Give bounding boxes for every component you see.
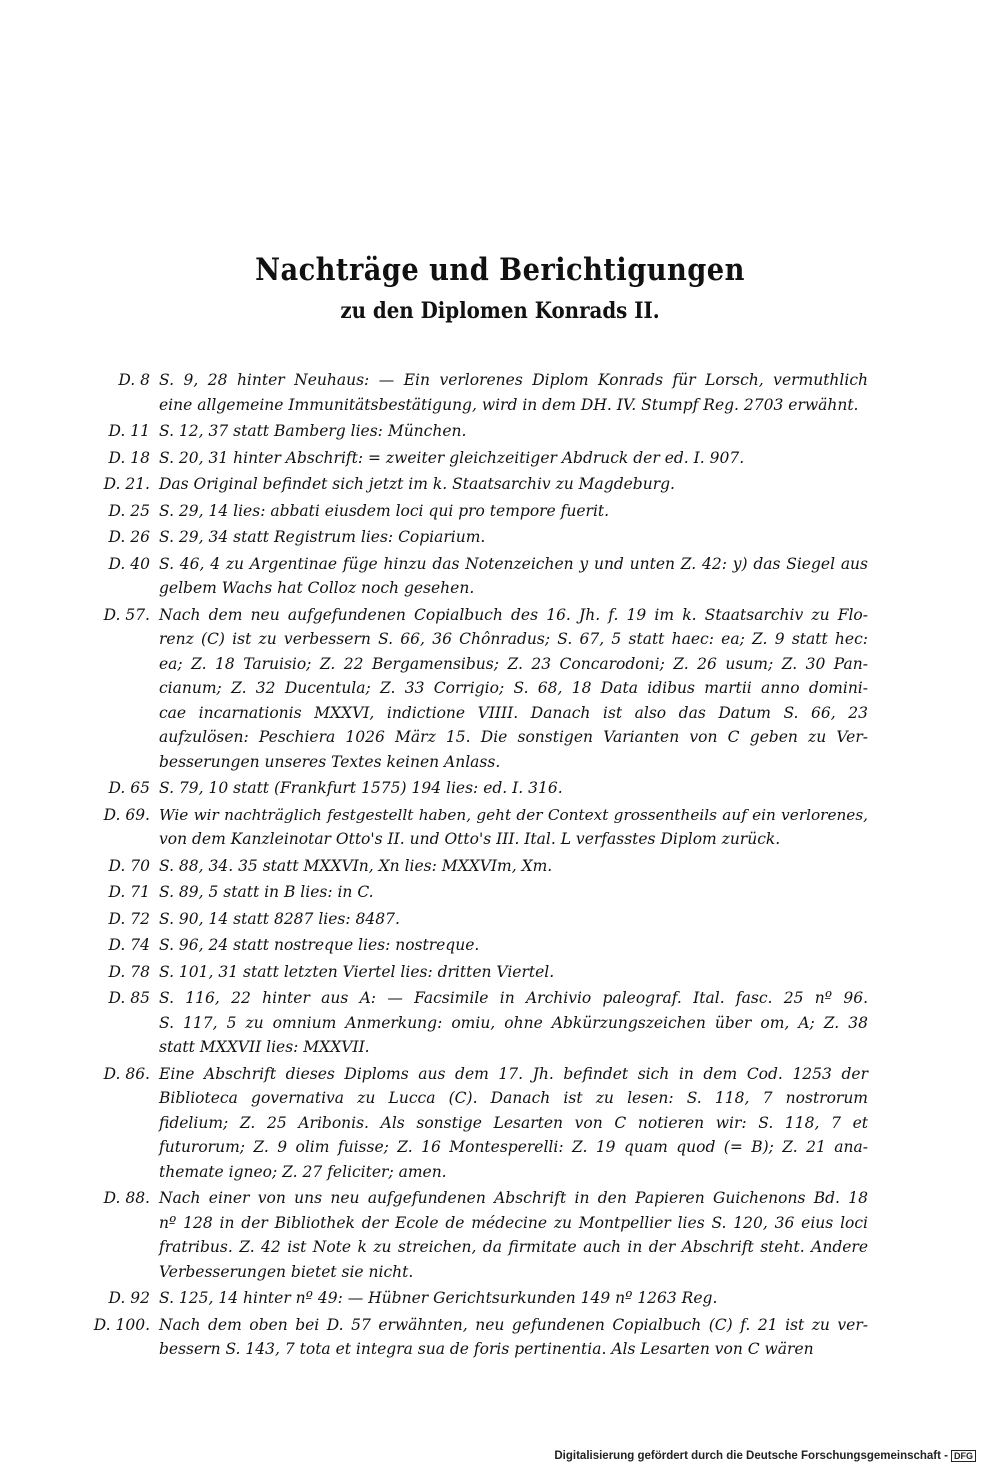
entry-line: ea; Z. 18 Taruisio; Z. 22 Bergamensibus; Z. 23 Concarodoni; Z. 26 usum; Z. 30 Pan- (159, 654, 868, 673)
entry (78, 1062, 868, 1185)
entry-body (159, 1313, 868, 1362)
entry-ref: D. 100. (93, 1315, 150, 1334)
entry (78, 1313, 868, 1362)
entry-body (159, 803, 868, 852)
entry-ref: D. 71 (108, 883, 150, 901)
entry (78, 419, 868, 444)
entry-ref: D. 86. (103, 1064, 150, 1083)
page-subtitle: zu den Diplomen Konrads II. (340, 298, 660, 324)
entry-line: Eine Abschrift dieses Diploms aus dem 17. Jh. befindet sich in dem Cod. 1253 der (159, 1064, 868, 1083)
entry-line: S. 20, 31 hinter Abschrift: = zweiter gleichzeitiger Abdruck der ed. I. 907. (159, 448, 745, 467)
entry-line: cianum; Z. 32 Ducentula; Z. 33 Corrigio; S. 68, 18 Data idibus martii anno domini- (159, 679, 868, 697)
entry (78, 525, 868, 550)
entry-line: renz (C) ist zu verbessern S. 66, 36 Chônradus; S. 67, 5 statt haec: ea; Z. 9 statt hec: (159, 630, 868, 648)
entry-line: fidelium; Z. 25 Aribonis. Als sonstige Lesarten von C notieren wir: S. 118, 7 et (159, 1113, 868, 1132)
entry-body (159, 776, 868, 801)
entry-line: S. 101, 31 statt letzten Viertel lies: dritten Viertel. (159, 962, 555, 981)
entry-body (159, 960, 868, 985)
entry-body (159, 1286, 868, 1311)
entry (78, 603, 868, 775)
entry-line: bessern S. 143, 7 tota et integra sua de foris pertinentia. Als Lesarten von C wären (159, 1340, 814, 1358)
entry-line: S. 116, 22 hinter aus A: — Facsimile in Archivio paleograf. Ital. fasc. 25 nº 96. (159, 989, 868, 1007)
entry-body (159, 446, 868, 471)
entry (78, 1286, 868, 1311)
entry (78, 446, 868, 471)
entry (78, 499, 868, 524)
entry (78, 368, 868, 417)
entry (78, 1186, 868, 1284)
entry-line: S. 79, 10 statt (Frankfurt 1575) 194 lies: ed. I. 316. (159, 779, 563, 797)
entry-ref: D. 74 (108, 936, 150, 954)
entry (78, 552, 868, 601)
entry-line: Wie wir nachträglich festgestellt haben, geht der Context grossentheils auf ein verlorenes, (159, 805, 868, 824)
entry-line: S. 12, 37 statt Bamberg lies: München. (159, 422, 467, 440)
entry (78, 960, 868, 985)
entry-body (159, 986, 868, 1060)
entry-body (159, 854, 868, 879)
entry-ref: D. 57. (103, 605, 150, 624)
entry (78, 803, 868, 852)
entry-line: eine allgemeine Immunitätsbestätigung, wird in dem DH. IV. Stumpf Reg. 2703 erwähnt. (159, 395, 859, 414)
entry-ref: D. 65 (108, 779, 150, 797)
entry-ref: D. 11 (108, 422, 150, 440)
entry-line: S. 29, 14 lies: abbati eiusdem loci qui pro tempore fuerit. (159, 501, 610, 520)
entry-ref: D. 88. (103, 1189, 150, 1207)
entry-line: nº 128 in der Bibliothek der Ecole de médecine zu Montpellier lies S. 120, 36 eius loci (159, 1213, 868, 1232)
entry-body (159, 1186, 868, 1284)
entry-ref: D. 21. (103, 475, 150, 493)
entry-body (159, 419, 868, 444)
entry-line: S. 9, 28 hinter Neuhaus: — Ein verlorenes Diplom Konrads für Lorsch, vermuthlich (159, 371, 868, 389)
entry (78, 880, 868, 905)
entry-body (159, 368, 868, 417)
entry-line: besserungen unseres Textes keinen Anlass. (159, 752, 501, 771)
entry-line: cae incarnationis MXXVI, indictione VIIII. Danach ist also das Datum S. 66, 23 (159, 703, 868, 722)
entry-ref: D. 85 (108, 989, 150, 1007)
entry-body (159, 525, 868, 550)
entry-body (159, 880, 868, 905)
entry-line: Biblioteca governativa zu Lucca (C). Danach ist zu lesen: S. 118, 7 nostrorum (159, 1089, 868, 1107)
entry-body (159, 552, 868, 601)
entry (78, 854, 868, 879)
entry-ref: D. 18 (108, 448, 150, 467)
entry-body (159, 472, 868, 497)
footer-text: Digitalisierung gefördert durch die Deutsche Forschungsgemeinschaft - (554, 1450, 948, 1463)
entry-ref: D. 25 (108, 501, 150, 520)
entry-line: S. 89, 5 statt in B lies: in C. (159, 883, 374, 901)
entry-body (159, 499, 868, 524)
entry-line: S. 90, 14 statt 8287 lies: 8487. (159, 909, 400, 928)
entry-line: S. 125, 14 hinter nº 49: — Hübner Gerichtsurkunden 149 nº 1263 Reg. (159, 1289, 718, 1307)
entries-list (78, 368, 868, 1364)
entry-line: themate igneo; Z. 27 feliciter; amen. (159, 1162, 447, 1181)
entry-line: S. 46, 4 zu Argentinae füge hinzu das Notenzeichen y und unten Z. 42: y) das Siegel aus (159, 554, 868, 573)
entry-line: gelbem Wachs hat Colloz noch gesehen. (159, 579, 475, 597)
entry-body (159, 603, 868, 775)
entry (78, 472, 868, 497)
entry (78, 907, 868, 932)
entry-body (159, 933, 868, 958)
entry-ref: D. 70 (108, 856, 150, 875)
entry-line: fratribus. Z. 42 ist Note k zu streichen, da firmitate auch in der Abschrift steht. Andere (159, 1238, 868, 1256)
entry-line: Nach dem oben bei D. 57 erwähnten, neu gefundenen Copialbuch (C) f. 21 ist zu ver- (159, 1315, 868, 1334)
entry (78, 776, 868, 801)
footer-attribution (554, 1450, 976, 1462)
entry-line: S. 117, 5 zu omnium Anmerkung: omiu, ohne Abkürzungszeichen über om, A; Z. 38 (159, 1013, 868, 1032)
entry-ref: D. 92 (108, 1289, 150, 1307)
entry-line: statt MXXVII lies: MXXVII. (159, 1038, 370, 1056)
entry-line: aufzulösen: Peschiera 1026 März 15. Die sonstigen Varianten von C geben zu Ver- (159, 728, 868, 746)
entry-line: Nach einer von uns neu aufgefundenen Abschrift in den Papieren Guichenons Bd. 18 (159, 1189, 868, 1207)
entry-ref: D. 72 (108, 909, 150, 928)
entry-line: S. 96, 24 statt nostreque lies: nostreque. (159, 936, 480, 954)
entry-ref: D. 26 (108, 528, 150, 546)
entry-line: S. 88, 34. 35 statt MXXVIn, Xn lies: MXXVIm, Xm. (159, 856, 553, 875)
entry-line: Nach dem neu aufgefundenen Copialbuch des 16. Jh. f. 19 im k. Staatsarchiv zu Flo- (159, 605, 868, 624)
entry-line: von dem Kanzleinotar Otto's II. und Otto's III. Ital. L verfasstes Diplom zurück. (159, 830, 781, 848)
entry-body (159, 1062, 868, 1185)
entry-ref: D. 40 (108, 554, 150, 573)
entry-line: S. 29, 34 statt Registrum lies: Copiarium. (159, 528, 486, 546)
entry-ref: D. 8 (118, 371, 150, 389)
entry-line: Verbesserungen bietet sie nicht. (159, 1262, 414, 1281)
entry (78, 933, 868, 958)
entry-line: Das Original befindet sich jetzt im k. Staatsarchiv zu Magdeburg. (159, 475, 675, 493)
entry-ref: D. 69. (103, 805, 150, 824)
entry-ref: D. 78 (108, 962, 150, 981)
entry (78, 986, 868, 1060)
entry-body (159, 907, 868, 932)
page-title: Nachträge und Berichtigungen (255, 252, 745, 288)
entry-line: futurorum; Z. 9 olim fuisse; Z. 16 Montesperelli: Z. 19 quam quod (= B); Z. 21 ana- (159, 1138, 868, 1156)
dfg-logo: DFG (951, 1450, 976, 1462)
